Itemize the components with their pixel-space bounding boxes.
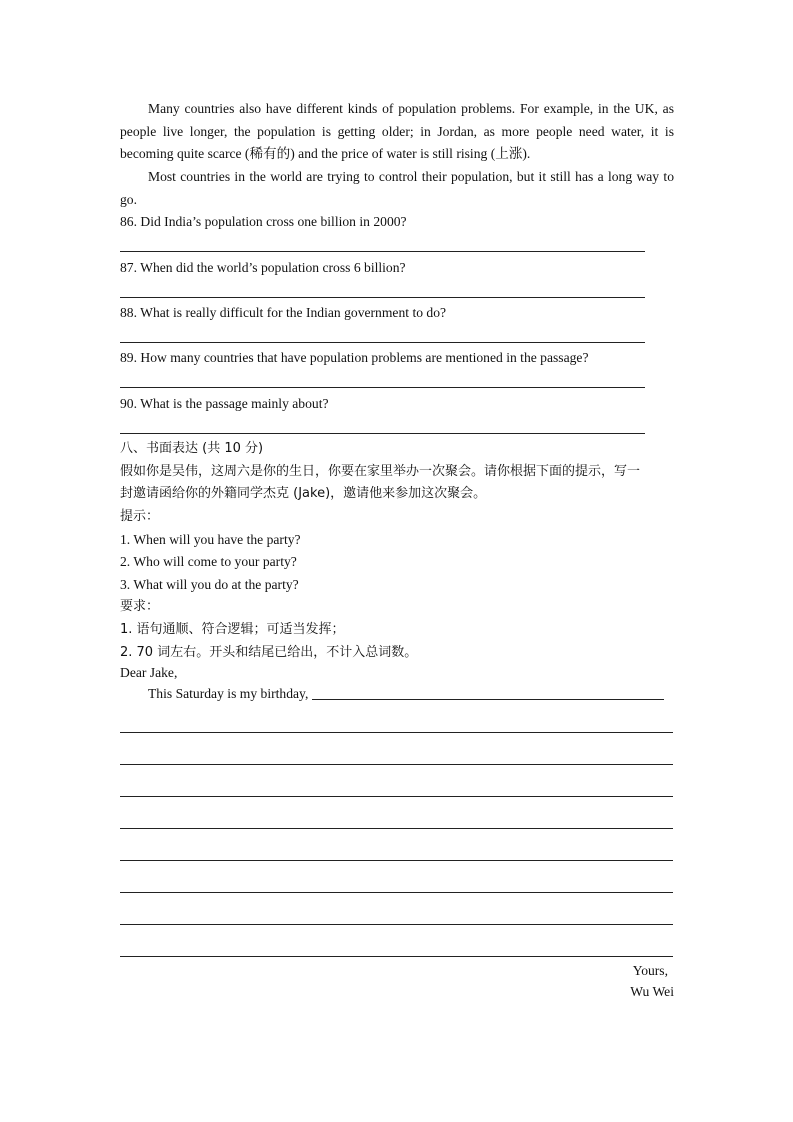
requirement-item: 2. 70 词左右。开头和结尾已给出，不计入总词数。 [120, 645, 418, 660]
answer-line-86[interactable] [120, 251, 645, 252]
writing-line[interactable] [120, 892, 673, 893]
hints-label: 提示： [120, 509, 160, 524]
question-86: 86. Did India’s population cross one billion in 2000? [120, 214, 407, 229]
letter-signature: Wu Wei [630, 984, 674, 999]
requirements-label: 要求： [120, 599, 160, 614]
answer-line-90[interactable] [120, 433, 645, 434]
writing-line[interactable] [120, 860, 673, 861]
question-88: 88. What is really difficult for the Indian government to do? [120, 305, 447, 320]
letter-opening: This Saturday is my birthday, [148, 686, 309, 701]
writing-line[interactable] [120, 956, 673, 957]
instruction-line-2: 封邀请函给你的外籍同学杰克 (Jake)，邀请他来参加这次聚会。 [120, 486, 487, 501]
writing-line[interactable] [120, 732, 673, 733]
answer-line-87[interactable] [120, 297, 645, 298]
question-87: 87. When did the world’s population cross 6 billion? [120, 260, 406, 275]
answer-line-89[interactable] [120, 387, 645, 388]
instruction-line-1: 假如你是吴伟，这周六是你的生日，你要在家里举办一次聚会。请你根据下面的提示，写一 [120, 464, 641, 479]
letter-closing: Yours, [632, 963, 668, 978]
hint-item: 1. When will you have the party? [120, 532, 301, 547]
passage-paragraph-1: Many countries also have different kinds of population problems. For example, in the UK, as people live longer, the population is getting older; in Jordan, as more people need water, it is becoming quite scarce (稀有的) and the price of water is still rising (上涨). [120, 101, 674, 162]
letter-opening-line [148, 685, 664, 703]
answer-line-88[interactable] [120, 342, 645, 343]
question-90: 90. What is the passage mainly about? [120, 396, 329, 411]
section-title: 八、书面表达 (共 10 分) [120, 441, 264, 456]
question-89: 89. How many countries that have population problems are mentioned in the passage? [120, 350, 589, 365]
hint-item: 2. Who will come to your party? [120, 554, 297, 569]
requirement-item: 1. 语句通顺、符合逻辑；可适当发挥； [120, 622, 345, 637]
writing-line[interactable] [120, 828, 673, 829]
writing-line[interactable] [120, 764, 673, 765]
letter-salutation: Dear Jake, [120, 665, 178, 680]
writing-line[interactable] [120, 924, 673, 925]
writing-line[interactable] [120, 796, 673, 797]
passage-paragraph-2: Most countries in the world are trying to control their population, but it still has a long way to go. [120, 169, 674, 207]
hint-item: 3. What will you do at the party? [120, 577, 299, 592]
opening-blank[interactable] [312, 685, 664, 700]
